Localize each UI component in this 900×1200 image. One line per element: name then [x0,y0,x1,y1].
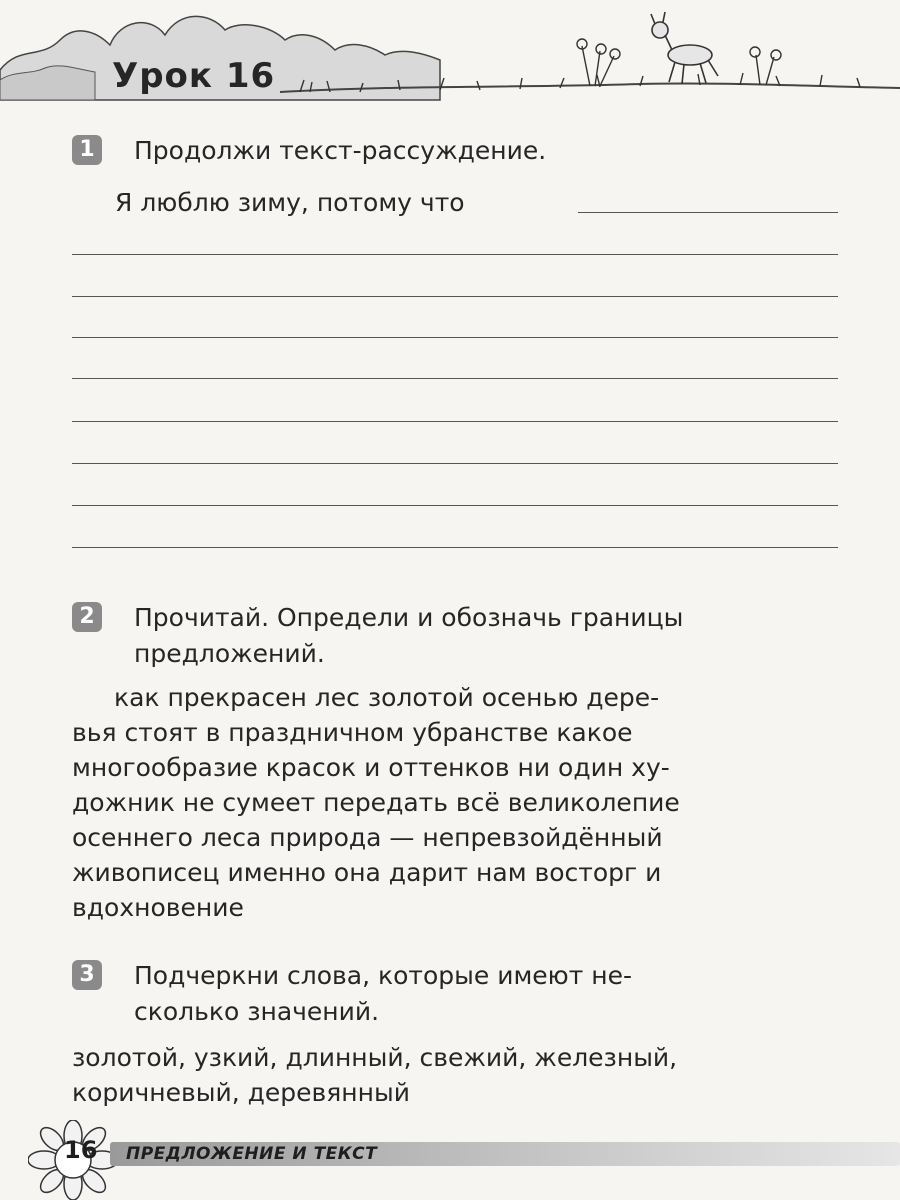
task-3 [72,958,842,1030]
task-title-line: сколько значений. [134,997,380,1026]
answer-line[interactable] [72,435,838,464]
section-title: ПРЕДЛОЖЕНИЕ И ТЕКСТ [126,1144,378,1164]
answer-line[interactable] [72,226,838,255]
task-title-line: предложений. [134,639,325,668]
text-line: вья стоят в праздничном убранстве какое [72,718,633,747]
task-3-words [72,1040,838,1110]
answer-line[interactable] [72,350,838,379]
task-2-text [72,680,838,925]
word-list-line: золотой, узкий, длинный, свежий, железный, [72,1043,678,1072]
lesson-title: Урок 16 [112,56,276,96]
text-line: как прекрасен лес золотой осенью дере- [114,683,660,712]
text-line: осеннего леса природа — непревзойдённый [72,823,663,852]
task-number-badge: 2 [72,602,102,632]
answer-line[interactable] [72,268,838,297]
task-1 [72,133,842,169]
text-line: многообразие красок и оттенков ни один ху- [72,753,670,782]
word-list-line: коричневый, деревянный [72,1078,410,1107]
answer-line[interactable] [578,186,838,213]
answer-line[interactable] [72,309,838,338]
answer-line[interactable] [72,393,838,422]
task-number-badge: 1 [72,135,102,165]
task-1-prompt: Я люблю зиму, потому что [115,188,465,217]
task-title-line: Прочитай. Определи и обозначь границы [134,603,684,632]
text-line: живописец именно она дарит нам восторг и [72,858,662,887]
task-title-line: Подчеркни слова, которые имеют не- [134,961,632,990]
answer-line[interactable] [72,519,838,548]
task-number-badge: 3 [72,960,102,990]
page-footer [0,1120,900,1200]
deer-icon [651,12,718,84]
task-2 [72,600,842,672]
task-title: Продолжи текст-рассуждение. [134,136,547,165]
text-line: дожник не сумеет передать всё великолепие [72,788,680,817]
page-header [0,0,900,110]
answer-line[interactable] [72,477,838,506]
text-line: вдохновение [72,893,244,922]
page-number: 16 [64,1136,98,1164]
